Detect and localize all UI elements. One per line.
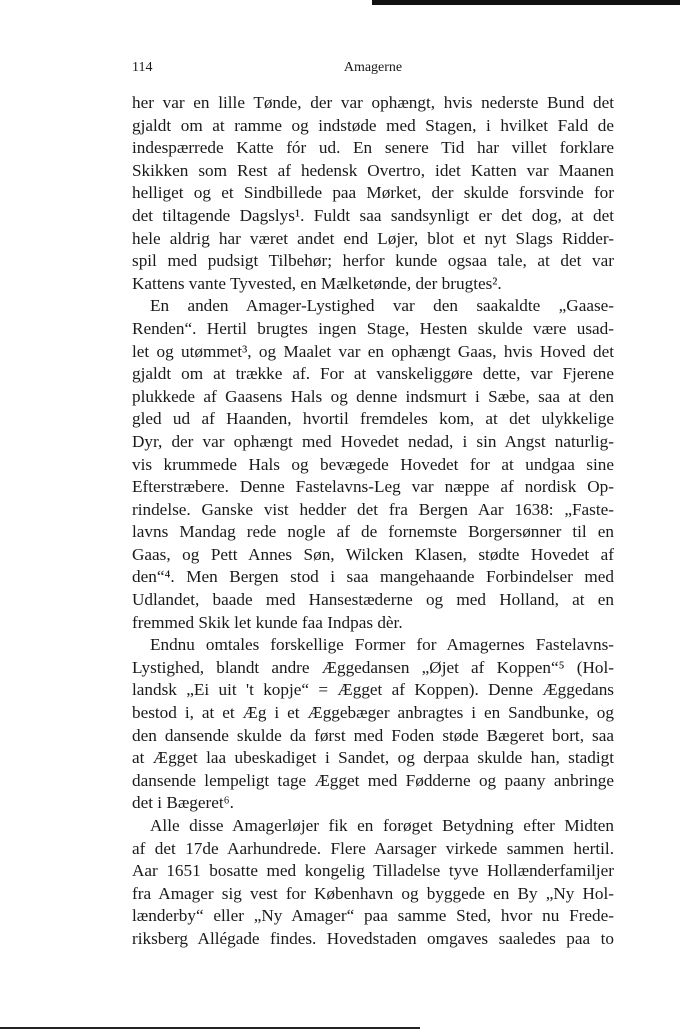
text-line: fra Amager sig vest for København og byggede en By „Ny Hol- xyxy=(132,883,614,903)
page-number: 114 xyxy=(132,60,153,75)
text-line: plukkede af Gaasens Hals og denne indsmurt i Sæbe, saa at den xyxy=(132,386,614,406)
page-header xyxy=(132,60,614,78)
text-line: fremmed Skik let kunde faa Indpas dèr. xyxy=(132,612,403,632)
text-line: det i Bægeret⁶. xyxy=(132,793,234,813)
text-line: at Ægget laa ubeskadiget i Sandet, og derpaa skulde han, stadigt xyxy=(132,748,614,768)
text-line: riksberg Allégade findes. Hovedstaden omgaves saaledes paa to xyxy=(132,928,614,948)
text-line: landsk „Ei uit 't kopje“ = Ægget af Koppen). Denne Æggedans xyxy=(132,680,614,700)
text-line: her var en lille Tønde, der var ophængt, hvis nederste Bund det xyxy=(132,93,614,112)
text-line: Skikken som Rest af hedensk Overtro, idet Katten var Maanen xyxy=(132,160,614,180)
text-line: Dyr, der var ophængt med Hovedet nedad, i sin Angst naturlig- xyxy=(132,431,614,451)
text-line: dansende lempeligt tage Ægget med Fødderne og paany anbringe xyxy=(132,770,614,790)
text-line: gled ud af Haanden, hvortil fremdeles kom, at det ulykkelige xyxy=(132,409,614,429)
text-line: gjaldt om at ramme og indstøde med Stagen, i hvilket Fald de xyxy=(132,115,614,135)
running-head: Amagerne xyxy=(343,60,403,75)
text-line: rindelse. Ganske vist hedder det fra Bergen Aar 1638: „Faste- xyxy=(132,499,614,519)
text-line: bestod i, at et Æg i et Æggebæger anbragtes i en Sandbunke, og xyxy=(132,703,614,723)
text-line: Alle disse Amagerløjer fik en forøget Betydning efter Midten xyxy=(150,816,614,835)
text-line: lavns Mandag rede nogle af de fornemste Borgersønner til en xyxy=(132,522,614,542)
text-line: gjaldt om at trække af. For at vanskeliggøre dette, var Fjerene xyxy=(132,364,614,384)
text-line: det tiltagende Dagslys¹. Fuldt saa sandsynligt er det dog, at det xyxy=(132,205,614,225)
text-line: den“⁴. Men Bergen stod i saa mangehaande Forbindelser med xyxy=(132,567,614,587)
text-line: En anden Amager-Lystighed var den saakaldte „Gaase- xyxy=(150,296,614,316)
text-line: helliget og et Sindbillede paa Mørket, der skulde forsvinde for xyxy=(132,183,614,203)
bottom-edge-rule xyxy=(0,1027,420,1029)
top-edge-rule xyxy=(372,0,680,5)
text-line: Aar 1651 bosatte med kongelig Tilladelse tyve Hollænderfamiljer xyxy=(132,861,614,881)
text-line: Udlandet, baade med Hansestæderne og med Holland, at en xyxy=(132,590,614,610)
text-line: Efterstræbere. Denne Fastelavns-Leg var næppe af nordisk Op- xyxy=(132,477,614,497)
text-line: let og utømmet³, og Maalet var en ophængt Gaas, hvis Hoved det xyxy=(132,341,614,361)
text-line: spil med pudsigt Tilbehør; herfor kunde ogsaa tale, at det var xyxy=(132,251,614,271)
text-line: den dansende skulde da først med Foden støde Bægeret bort, saa xyxy=(132,725,614,745)
text-line: hele aldrig har været andet end Løjer, blot et nyt Slags Ridder- xyxy=(132,228,614,248)
text-line: Endnu omtales forskellige Former for Amagernes Fastelavns- xyxy=(150,635,614,655)
text-line: Lystighed, blandt andre Æggedansen „Øjet af Koppen“⁵ (Hol- xyxy=(132,657,614,677)
text-line: af det 17de Aarhundrede. Flere Aarsager virkede sammen hertil. xyxy=(132,838,614,858)
text-line: lænderby“ eller „Ny Amager“ paa samme Sted, hvor nu Frede- xyxy=(132,906,614,926)
text-line: vis krummede Hals og bevægede Hovedet for at undgaa sine xyxy=(132,454,614,474)
text-line: Gaas, og Pett Annes Søn, Wilcken Klasen, stødte Hovedet af xyxy=(132,544,614,564)
text-line: indespærrede Katte fór ud. En senere Tid har villet forklare xyxy=(132,138,614,158)
body-text xyxy=(132,92,614,951)
text-line: Renden“. Hertil brugtes ingen Stage, Hesten skulde være usad- xyxy=(132,318,614,338)
text-line: Kattens vante Tyvested, en Mælketønde, der brugtes². xyxy=(132,273,502,293)
